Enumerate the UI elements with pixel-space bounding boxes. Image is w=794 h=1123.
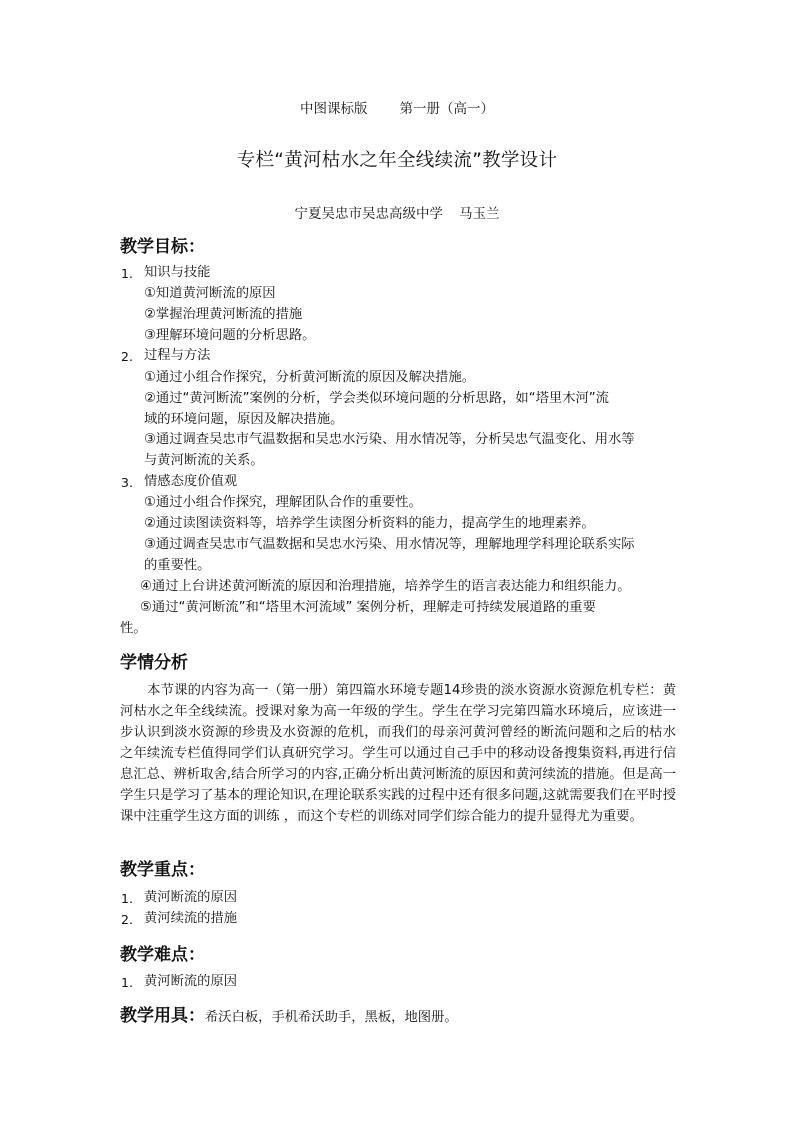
objective-line: ②掌握治理黄河断流的措施	[144, 307, 303, 322]
objective-line: ③通过调查吴忠市气温数据和吴忠水污染、用水情况等，分析吴忠气温变化、用水等	[144, 432, 635, 447]
objective-line: ③通过调查吴忠市气温数据和吴忠水污染、用水情况等，理解地理学科理论联系实际	[144, 537, 635, 552]
list-number: 1.	[121, 975, 133, 990]
list-number: 2.	[121, 912, 133, 927]
objective-line: ①通过小组合作探究，理解团队合作的重要性。	[144, 495, 422, 510]
objective-line: 与黄河断流的关系。	[144, 453, 264, 468]
school-name: 宁夏吴忠市吴忠高级中学	[294, 206, 443, 222]
author-line	[0, 202, 794, 222]
difficult-point: 黄河断流的原因	[144, 974, 238, 989]
publisher: 中图课标版	[300, 101, 368, 117]
difficult-points-heading: 教学难点：	[120, 945, 205, 965]
objective-line: ⑤通过“黄河断流”和“塔里木河流域” 案例分析，理解走可持续发展道路的重要	[140, 600, 596, 615]
list-number: 3.	[121, 475, 133, 490]
list-number: 1.	[121, 891, 133, 906]
list-number: 2.	[121, 349, 133, 364]
tools-value: 希沃白板，手机希沃助手，黑板，地图册。	[205, 1010, 458, 1025]
analysis-paragraph	[120, 680, 676, 827]
objective-line: ②通过“黄河断流”案例的分析，学会类似环境问题的分析思路，如“塔里木河”流	[144, 391, 609, 406]
author-name: 马玉兰	[459, 206, 500, 222]
objective-line: ②通过读图读资料等，培养学生读图分析资料的能力，提高学生的地理素养。	[144, 516, 595, 531]
key-points-heading: 教学重点：	[120, 860, 205, 880]
key-point: 黄河断流的原因	[144, 890, 238, 905]
tools-label: 教学用具：	[120, 1006, 205, 1026]
objective-line: ①通过小组合作探究，分析黄河断流的原因及解决措施。	[144, 370, 476, 385]
key-point: 黄河续流的措施	[144, 911, 238, 926]
objective-label: 过程与方法	[144, 348, 211, 363]
objective-line: ④通过上台讲述黄河断流的原因和治理措施，培养学生的语言表达能力和组织能力。	[140, 579, 631, 594]
objective-line: 的重要性。	[144, 558, 211, 573]
objective-label: 知识与技能	[144, 265, 211, 280]
objective-line: ①知道黄河断流的原因	[144, 286, 276, 301]
objective-label: 情感态度价值观	[144, 474, 238, 489]
objective-line: ③理解环境问题的分析思路。	[144, 328, 316, 343]
header-line	[0, 97, 794, 117]
tools-line	[120, 1001, 458, 1026]
analysis-text: 本节课的内容为高一（第一册）第四篇水环境专题14珍贵的淡水资源水资源危机专栏：黄河枯水之年全线续流。授课对象为高一年级的学生。学生在学习完第四篇水环境后，应该进一步认识到淡水资源的珍贵及水资源的危机，而我们的母亲河黄河曾经的断流问题和之后的枯水之年续流专栏值得同学们认真研究学习。学生可以通过自己手中的移动设备搜集资料,再进行信息汇总、辨析取舍,结合所学习的内容,正确分析出黄河断流的原因和黄河续流的措施。但是高一学生只是学习了基本的理论知识,在理论联系实践的过程中还有很多问题,这就需要我们在平时授课中注重学生这方面的训练 ，而这个专栏的训练对同学们综合能力的提升显得尤为重要。	[120, 683, 676, 824]
analysis-heading: 学情分析	[120, 653, 188, 673]
objective-line: 域的环境问题，原因及解决措施。	[144, 412, 344, 427]
objective-line: 性。	[120, 621, 147, 636]
list-number: 1.	[121, 266, 133, 281]
volume: 第一册（高一）	[399, 101, 494, 117]
document-title: 专栏“黄河枯水之年全线续流”教学设计	[236, 150, 558, 171]
objectives-heading: 教学目标：	[120, 237, 205, 257]
